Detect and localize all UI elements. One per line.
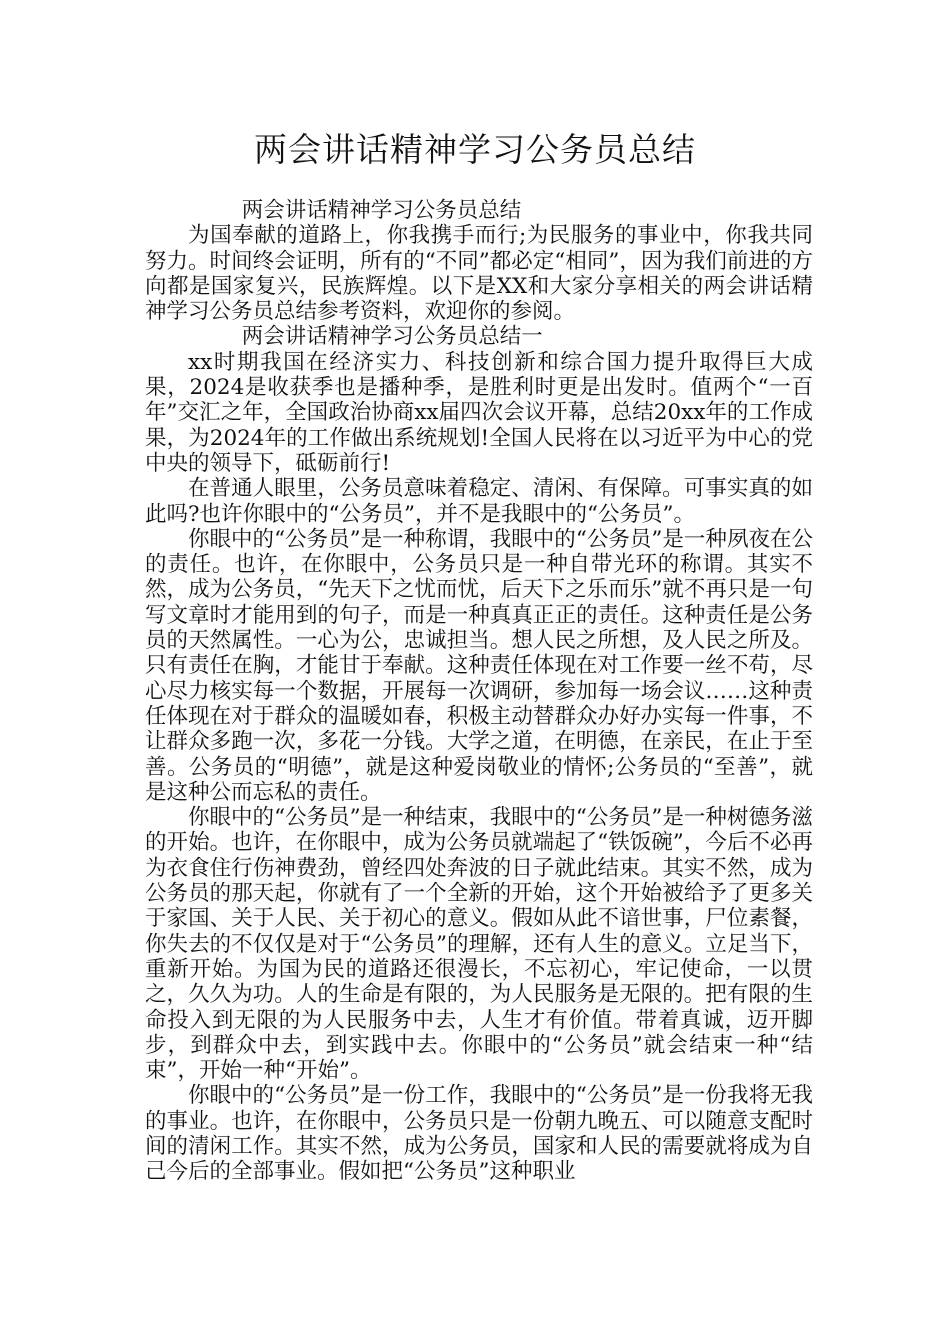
document-title: 两会讲话精神学习公务员总结 — [254, 130, 696, 169]
paragraph: 你眼中的“公务员”是一份工作，我眼中的“公务员”是一份我将无我的事业。也许，在你眼中，公务员只是一份朝九晚五、可以随意支配时间的清闲工作。其实不然，成为公务员，国家和人民的需要就将成为自己今后的全部事业。假如把“公务员”这种职业 — [145, 1083, 813, 1185]
paragraph: 你眼中的“公务员”是一种结束，我眼中的“公务员”是一种树德务滋的开始。也许，在你眼中，成为公务员就端起了“铁饭碗”，今后不必再为衣食住行伤神费劲，曾经四处奔波的日子就此结束。其实不然，成为公务员的那天起，你就有了一个全新的开始，这个开始被给予了更多关于家国、关于人民、关于初心的意义。假如从此不谙世事，尸位素餐，你失去的不仅仅是对于“公务员”的理解，还有人生的意义。立足当下，重新开始。为国为民的道路还很漫长，不忘初心，牢记使命，一以贯之，久久为功。人的生命是有限的，为人民服务是无限的。把有限的生命投入到无限的为人民服务中去，人生才有价值。带着真诚，迈开脚步，到群众中去，到实践中去。你眼中的“公务员”就会结束一种“结束”，开始一种“开始”。 — [145, 805, 813, 1084]
paragraph: 你眼中的“公务员”是一种称谓，我眼中的“公务员”是一种夙夜在公的责任。也许，在你眼中，公务员只是一种自带光环的称谓。其实不然，成为公务员，“先天下之忧而忧，后天下之乐而乐”就不再只是一句写文章时才能用到的句子，而是一种真真正正的责任。这种责任是公务员的天然属性。一心为公，忠诚担当。想人民之所想，及人民之所及。只有责任在胸，才能甘于奉献。这种责任体现在对工作要一丝不苟，尽心尽力核实每一个数据，开展每一次调研，参加每一场会议……这种责任体现在对于群众的温暖如春，积极主动替群众办好办实每一件事，不让群众多跑一次，多花一分钱。大学之道，在明德，在亲民，在止于至善。公务员的“明德”，就是这种爱岗敬业的情怀;公务员的“至善”，就是这种公而忘私的责任。 — [145, 526, 813, 805]
paragraph: xx时期我国在经济实力、科技创新和综合国力提升取得巨大成果，2024是收获季也是播种季，是胜利时更是出发时。值两个“一百年”交汇之年，全国政治协商xx届四次会议开幕，总结20xx年的工作成果，为2024年的工作做出系统规划!全国人民将在以习近平为中心的党中央的领导下，砥砺前行! — [145, 349, 813, 476]
paragraph: 在普通人眼里，公务员意味着稳定、清闲、有保障。可事实真的如此吗?也许你眼中的“公务员”，并不是我眼中的“公务员”。 — [145, 476, 813, 527]
paragraph: 为国奉献的道路上，你我携手而行;为民服务的事业中，你我共同努力。时间终会证明，所有的“不同”都必定“相同”，因为我们前进的方向都是国家复兴，民族辉煌。以下是XX和大家分享相关的两会讲话精神学习公务员总结参考资料，欢迎你的参阅。 — [145, 223, 813, 325]
section-heading: 两会讲话精神学习公务员总结一 — [241, 324, 543, 350]
section-heading: 两会讲话精神学习公务员总结 — [241, 198, 522, 223]
document-body — [145, 198, 813, 1185]
